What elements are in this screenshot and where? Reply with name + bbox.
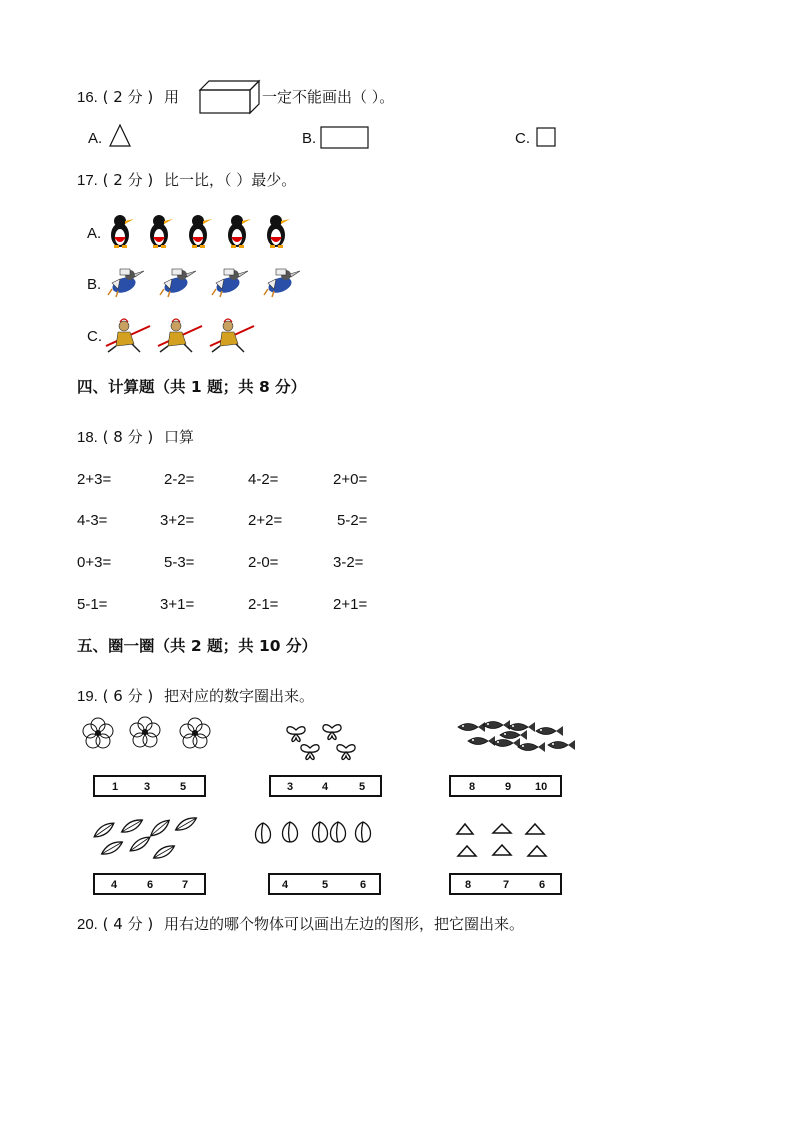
q19-number-box-1 bbox=[93, 775, 206, 797]
choice-number[interactable]: 6 bbox=[539, 879, 546, 891]
calc-r3c2: 5-3= bbox=[164, 554, 195, 571]
q17-monkey-row bbox=[104, 318, 270, 358]
leaf-icon bbox=[92, 820, 116, 840]
triangle-icon bbox=[528, 846, 546, 856]
q18-number: 18. bbox=[77, 429, 98, 446]
peach-icon bbox=[331, 822, 346, 842]
calc-r2c3: 2+2= bbox=[248, 512, 283, 529]
q20-score: ( 4 分 ) bbox=[102, 915, 154, 933]
butterfly-group bbox=[282, 718, 372, 760]
triangle-icon bbox=[493, 845, 511, 855]
calc-r4c2: 3+1= bbox=[160, 596, 195, 613]
q19-number-box-4 bbox=[93, 873, 206, 895]
leaf-group bbox=[90, 816, 205, 866]
q17-option-c-label[interactable]: C. bbox=[87, 328, 102, 345]
flower-icon bbox=[83, 718, 113, 748]
butterfly-icon bbox=[337, 745, 355, 760]
peach-icon bbox=[283, 822, 298, 842]
monkey-king-icon bbox=[158, 319, 202, 352]
leaf-icon bbox=[152, 843, 177, 862]
calc-r2c2: 3+2= bbox=[160, 512, 195, 529]
triangle-group bbox=[455, 822, 550, 860]
penguin-icon bbox=[111, 215, 134, 248]
choice-number[interactable]: 9 bbox=[505, 781, 512, 793]
choice-number[interactable]: 8 bbox=[469, 781, 476, 793]
choice-number[interactable]: 5 bbox=[322, 879, 329, 891]
section-5-title: 五、圈一圈（共 2 题；共 10 分） bbox=[77, 637, 317, 655]
peach-icon bbox=[313, 822, 328, 842]
peach-group bbox=[250, 820, 380, 846]
fish-icon bbox=[548, 740, 575, 750]
calc-r1c2: 2-2= bbox=[164, 471, 195, 488]
q16-text-before: 用 bbox=[163, 88, 179, 106]
square-icon bbox=[536, 127, 558, 149]
bird-icon bbox=[160, 269, 196, 297]
q17-penguin-row bbox=[106, 213, 311, 255]
fish-icon bbox=[458, 722, 485, 732]
fish-icon bbox=[493, 738, 520, 748]
leaf-icon bbox=[120, 817, 145, 836]
q17-line bbox=[77, 171, 296, 190]
calc-r1c1: 2+3= bbox=[77, 471, 112, 488]
calc-r2c1: 4-3= bbox=[77, 512, 108, 529]
triangle-icon bbox=[458, 846, 476, 856]
choice-number[interactable]: 3 bbox=[144, 781, 151, 793]
choice-number[interactable]: 5 bbox=[180, 781, 187, 793]
q20-text: 用右边的哪个物体可以画出左边的图形，把它圈出来。 bbox=[163, 915, 524, 933]
choice-number[interactable]: 7 bbox=[182, 879, 189, 891]
q19-number: 19. bbox=[77, 688, 98, 705]
fish-icon bbox=[508, 722, 535, 732]
bird-icon bbox=[212, 269, 248, 297]
penguin-icon bbox=[267, 215, 290, 248]
q16-option-a-label[interactable]: A. bbox=[88, 130, 103, 147]
choice-number[interactable]: 6 bbox=[360, 879, 367, 891]
monkey-king-icon bbox=[106, 319, 150, 352]
penguin-icon bbox=[228, 215, 251, 248]
flower-icon bbox=[130, 717, 160, 747]
triangle-icon bbox=[109, 124, 131, 148]
calc-r3c3: 2-0= bbox=[248, 554, 279, 571]
q17-number: 17. bbox=[77, 172, 98, 189]
section-4-title: 四、计算题（共 1 题；共 8 分） bbox=[77, 378, 307, 396]
penguin-icon bbox=[189, 215, 212, 248]
butterfly-icon bbox=[287, 727, 305, 742]
choice-number[interactable]: 8 bbox=[465, 879, 472, 891]
choice-number[interactable]: 3 bbox=[287, 781, 294, 793]
q19-number-box-3 bbox=[449, 775, 562, 797]
choice-number[interactable]: 1 bbox=[112, 781, 119, 793]
fish-icon bbox=[483, 720, 510, 730]
choice-number[interactable]: 4 bbox=[322, 781, 329, 793]
calc-r1c3: 4-2= bbox=[248, 471, 279, 488]
penguin-icon bbox=[150, 215, 173, 248]
butterfly-icon bbox=[301, 745, 319, 760]
calc-r3c1: 0+3= bbox=[77, 554, 112, 571]
q19-text: 把对应的数字圈出来。 bbox=[163, 687, 314, 705]
leaf-icon bbox=[128, 834, 152, 854]
q20-line bbox=[77, 915, 524, 934]
peach-icon bbox=[356, 822, 371, 842]
q16-option-c-label[interactable]: C. bbox=[515, 130, 530, 147]
bird-icon bbox=[108, 269, 144, 297]
choice-number[interactable]: 4 bbox=[111, 879, 118, 891]
q19-number-box-2 bbox=[269, 775, 382, 797]
bird-icon bbox=[264, 269, 300, 297]
q17-bird-row bbox=[108, 265, 326, 305]
fish-group bbox=[448, 716, 578, 754]
calc-r2c4: 5-2= bbox=[337, 512, 368, 529]
leaf-icon bbox=[100, 839, 125, 858]
q19-line bbox=[77, 687, 314, 706]
monkey-king-icon bbox=[210, 319, 254, 352]
calc-r4c4: 2+1= bbox=[333, 596, 368, 613]
fish-icon bbox=[536, 726, 563, 736]
q16-number: 16. bbox=[77, 89, 98, 106]
q19-score: ( 6 分 ) bbox=[102, 687, 154, 705]
q16-option-b-label[interactable]: B. bbox=[302, 130, 317, 147]
calc-r3c4: 3-2= bbox=[333, 554, 364, 571]
choice-number[interactable]: 10 bbox=[535, 781, 548, 793]
triangle-icon bbox=[457, 824, 473, 834]
q16-line bbox=[77, 88, 179, 107]
q17-option-b-label[interactable]: B. bbox=[87, 276, 102, 293]
q17-text: 比一比，（ ）最少。 bbox=[163, 171, 297, 189]
q17-score: ( 2 分 ) bbox=[102, 171, 154, 189]
calc-r1c4: 2+0= bbox=[333, 471, 368, 488]
q16-score: ( 2 分 ) bbox=[102, 88, 154, 106]
rectangle-icon bbox=[320, 126, 370, 150]
fish-icon bbox=[518, 742, 545, 752]
triangle-icon bbox=[526, 824, 544, 834]
flower-group bbox=[80, 715, 220, 750]
fish-icon bbox=[468, 736, 495, 746]
triangle-icon bbox=[493, 824, 511, 833]
leaf-icon bbox=[174, 815, 199, 834]
calc-r4c3: 2-1= bbox=[248, 596, 279, 613]
calc-r4c1: 5-1= bbox=[77, 596, 108, 613]
q19-number-box-6 bbox=[449, 873, 562, 895]
q20-number: 20. bbox=[77, 916, 98, 933]
choice-number[interactable]: 6 bbox=[147, 879, 154, 891]
cuboid-icon bbox=[199, 80, 261, 114]
choice-number[interactable]: 4 bbox=[282, 879, 289, 891]
choice-number[interactable]: 5 bbox=[359, 781, 366, 793]
leaf-icon bbox=[148, 817, 172, 839]
q17-option-a-label[interactable]: A. bbox=[87, 225, 102, 242]
peach-icon bbox=[256, 823, 271, 843]
choice-number[interactable]: 7 bbox=[503, 879, 510, 891]
butterfly-icon bbox=[323, 725, 341, 740]
q18-line bbox=[77, 428, 194, 447]
q19-number-box-5 bbox=[268, 873, 381, 895]
flower-icon bbox=[180, 718, 210, 748]
fish-icon bbox=[500, 730, 527, 740]
q18-text: 口算 bbox=[163, 428, 194, 446]
q16-text-after: 一定不能画出（ ）。 bbox=[262, 88, 395, 106]
q18-score: ( 8 分 ) bbox=[102, 428, 154, 446]
